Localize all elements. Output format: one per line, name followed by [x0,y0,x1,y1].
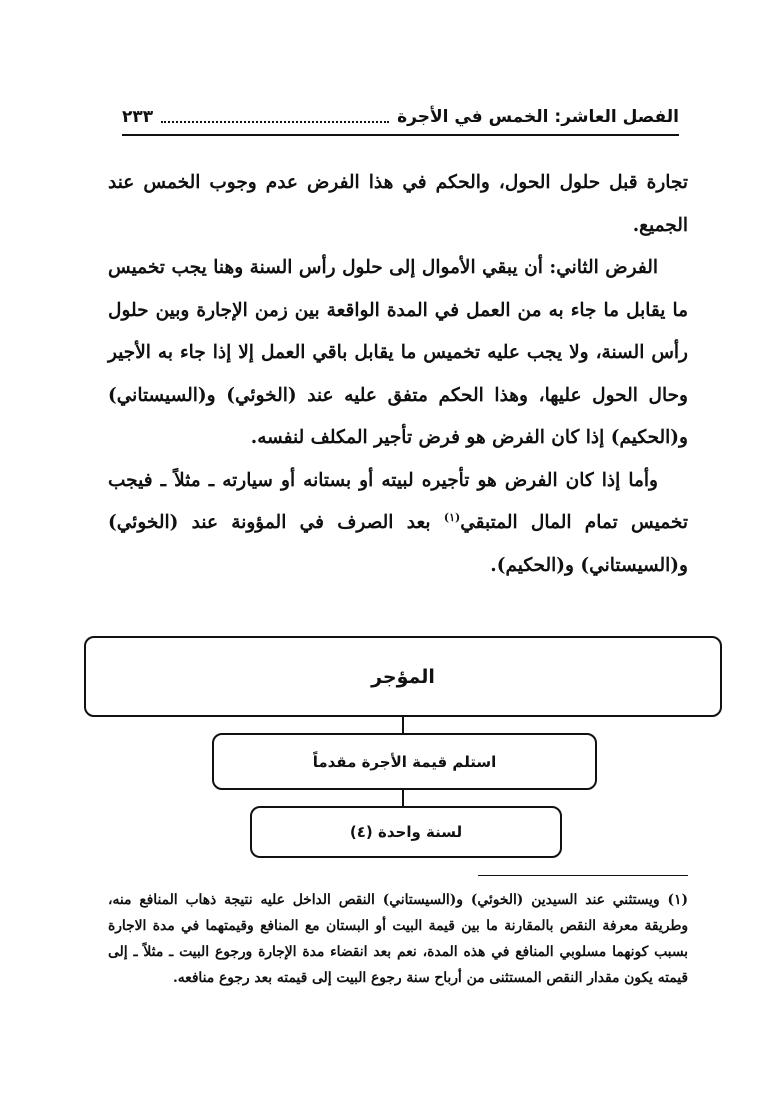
paragraph-3-end: بعد الصرف في المؤونة عند (الخوئي) و(السيستاني) و(الحكيم). [108,512,688,576]
header-leader-dots [161,111,389,123]
diagram-box-lessor-label: المؤجر [371,665,435,688]
running-header [122,100,679,136]
footnote [108,887,688,991]
diagram-box-received-advance-label: استلم قيمة الأجرة مقدماً [312,752,497,771]
footnote-reference: (١) [443,510,461,524]
diagram-connector [402,790,404,806]
diagram-box-one-year [250,806,562,858]
paragraph-1: تجارة قبل حلول الحول، والحكم في هذا الفرض عدم وجوب الخمس عند الجميع. [108,172,688,236]
footnote-separator [478,875,688,876]
page-number: ٢٣٣ [122,107,154,127]
diagram-connector [402,717,404,733]
paragraph-2: الفرض الثاني: أن يبقي الأموال إلى حلول رأس السنة وهنا يجب تخميس ما يقابل ما جاء به من العمل في المدة الواقعة بين زمن الإجارة وبين حلول رأس السنة، ولا يجب عليه تخميس ما يقابل باقي العمل إلا إذا جاء به الأجير وحال الحول عليها، وهذا الحكم متفق عليه عند (الخوئي) و(السيستاني) و(الحكيم) إذا كان الفرض هو فرض تأجير المكلف لنفسه. [108,257,688,448]
paragraph-3-start: وأما إذا كان الفرض هو تأجيره لبيته أو بستانه أو سيارته ـ مثلاً ـ فيجب تخميس تمام المال المتبقي [108,469,688,533]
body-text [108,162,688,587]
footnote-text: (١) ويستثني عند السيدين (الخوئي) و(السيستاني) النقص الداخل عليه نتيجة ذهاب المنافع منه، وطريقة معرفة النقص بالمقارنة ما بين قيمة البيت أو البستان مع المنافع وقيمتهما في مدة الاجارة بسبب كونهما مسلوبي المنافع في هذه المدة، نعم بعد انقضاء مدة الإجارة ورجوع البيت ـ مثلاً ـ إلى قيمته يكون مقدار النقص المستثنى من أرباح سنة رجوع البيت إلى قيمته بعد رجوع منافعه. [108,892,688,986]
diagram-box-one-year-label: لسنة واحدة (٤) [349,823,463,841]
diagram-box-received-advance [212,733,597,790]
chapter-title: الفصل العاشر: الخمس في الأجرة [397,107,679,127]
diagram-box-lessor [84,636,722,717]
paragraph-3 [108,460,688,588]
